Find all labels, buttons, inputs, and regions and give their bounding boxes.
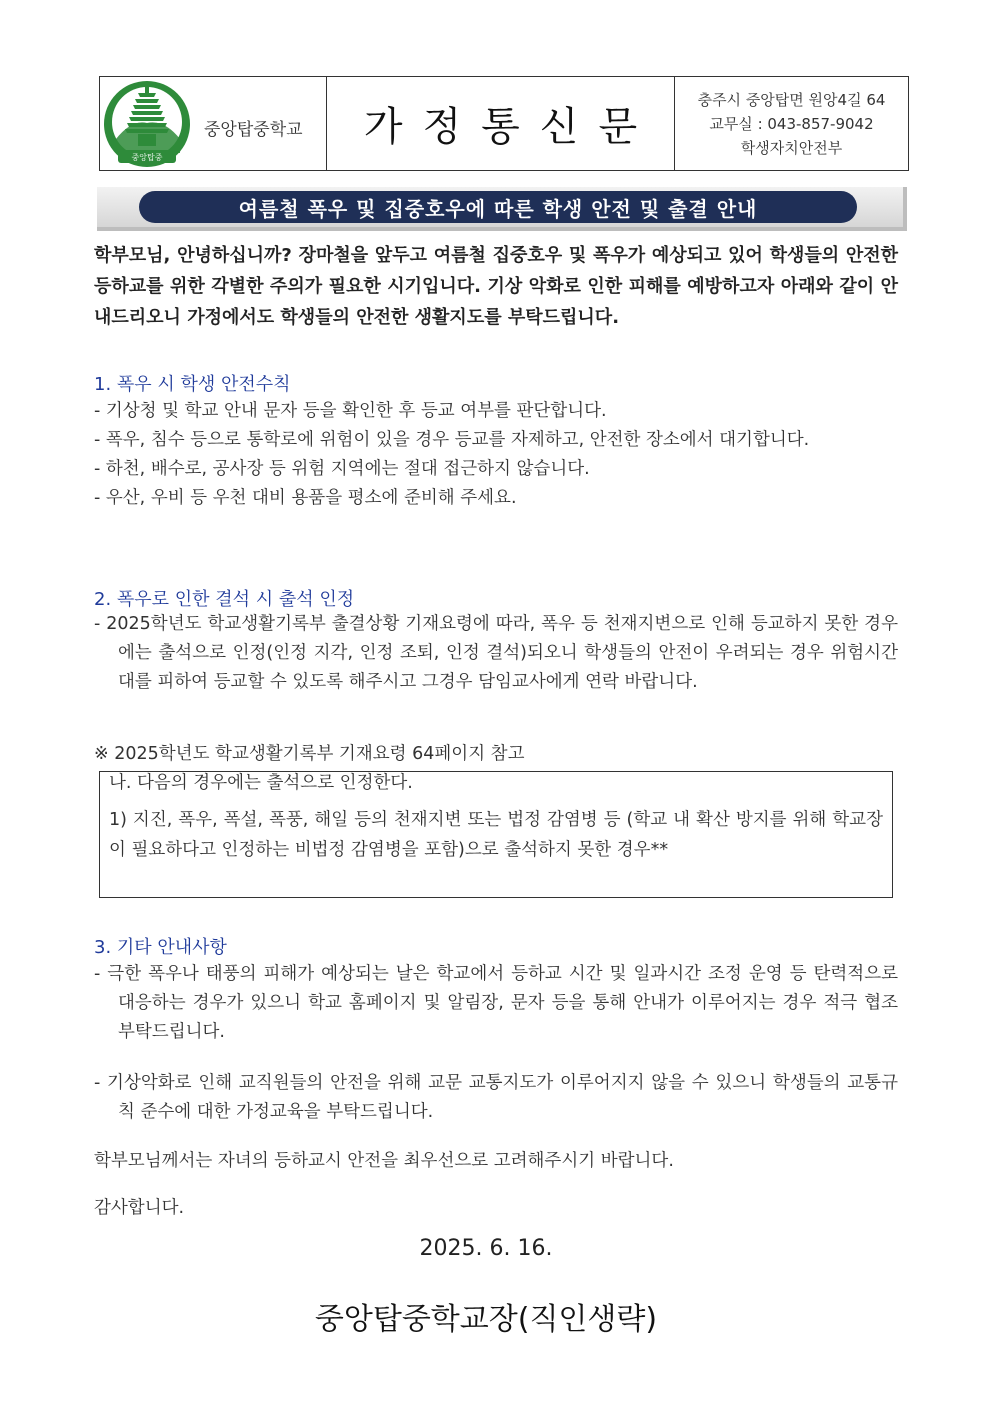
list-item: - 폭우, 침수 등으로 통학로에 위험이 있을 경우 등교를 자제하고, 안전한 장소에서 대기합니다.: [94, 430, 810, 450]
page-title: 가정통신문: [363, 104, 658, 150]
closing-text: 학부모님께서는 자녀의 등하교시 안전을 최우선으로 고려해주시기 바랍니다.: [94, 1151, 674, 1171]
reference-note: ※ 2025학년도 학교생활기록부 기재요령 64페이지 참고: [94, 744, 525, 764]
list-item: - 기상악화로 인해 교직원들의 안전을 위해 교문 교통지도가 이루어지지 않을 수 있으니 학생들의 교통규칙 준수에 대한 가정교육을 부탁드립니다.: [94, 1073, 898, 1122]
reference-line: 나. 다음의 경우에는 출석으로 인정한다.: [109, 773, 413, 793]
title-cell: [327, 77, 675, 170]
signer: 중앙탑중학교장(직인생략): [314, 1302, 658, 1337]
banner-frame: [97, 187, 907, 231]
section1-heading: 1. 폭우 시 학생 안전수칙: [94, 374, 291, 395]
department-name: 학생자치안전부: [740, 139, 843, 157]
notice-banner: 여름철 폭우 및 집중호우에 따른 학생 안전 및 출결 안내: [139, 191, 857, 223]
list-item: - 2025학년도 학교생활기록부 출결상황 기재요령에 따라, 폭우 등 천재지변으로 인해 등교하지 못한 경우에는 출석으로 인정(인정 지각, 인정 조퇴, 인정 결석)되오니 학생들의 안전이 우려되는 경우 위험시간대를 피하여 등교할 수 있도록 해주시고 그경우 담임교사에게 연락 바랍니다.: [94, 614, 898, 692]
section3-heading: 3. 기타 안내사항: [94, 937, 227, 958]
list-item: - 우산, 우비 등 우천 대비 용품을 평소에 준비해 주세요.: [94, 488, 517, 508]
contact-info: [675, 77, 908, 170]
school-name: 중앙탑중학교: [204, 120, 303, 140]
intro-paragraph: 학부모님, 안녕하십니까? 장마철을 앞두고 여름철 집중호우 및 폭우가 예상되고 있어 학생들의 안전한 등하교를 위한 각별한 주의가 필요한 시기입니다. 기상 악화로 인한 피해를 예방하고자 아래와 같이 안내드리오니 가정에서도 학생들의 안전한 생활지도를 부탁드립니다.: [94, 245, 898, 328]
section2-list: [94, 610, 898, 697]
reference-line: 1) 지진, 폭우, 폭설, 폭풍, 해일 등의 천재지변 또는 법정 감염병 등 (학교 내 확산 방지를 위해 학교장이 필요하다고 인정하는 비법정 감염병을 포함)으로 출석하지 못한 경우**: [109, 810, 883, 860]
list-item: - 하천, 배수로, 공사장 등 위험 지역에는 절대 접근하지 않습니다.: [94, 459, 590, 479]
issue-date: 2025. 6. 16.: [419, 1236, 553, 1261]
logo-cell: [100, 77, 327, 170]
list-item: - 극한 폭우나 태풍의 피해가 예상되는 날은 학교에서 등하교 시간 및 일과시간 조정 운영 등 탄력적으로 대응하는 경우가 있으니 학교 홈페이지 및 알림장, 문자 등을 통해 안내가 이루어지는 경우 적극 협조 부탁드립니다.: [94, 964, 898, 1042]
letterhead: [99, 76, 909, 171]
reference-box: [99, 771, 893, 898]
section3-list: [94, 960, 898, 1127]
school-address: 충주시 중앙탑면 원앙4길 64: [697, 91, 886, 109]
logo-text: 중앙탑중: [131, 153, 163, 162]
thanks-text: 감사합니다.: [94, 1198, 185, 1218]
school-logo-icon: [102, 79, 192, 169]
list-item: - 기상청 및 학교 안내 문자 등을 확인한 후 등교 여부를 판단합니다.: [94, 401, 607, 421]
school-phone: 교무실 : 043-857-9042: [709, 115, 874, 133]
section1-list: [94, 397, 898, 513]
section2-heading: 2. 폭우로 인한 결석 시 출석 인정: [94, 589, 355, 610]
